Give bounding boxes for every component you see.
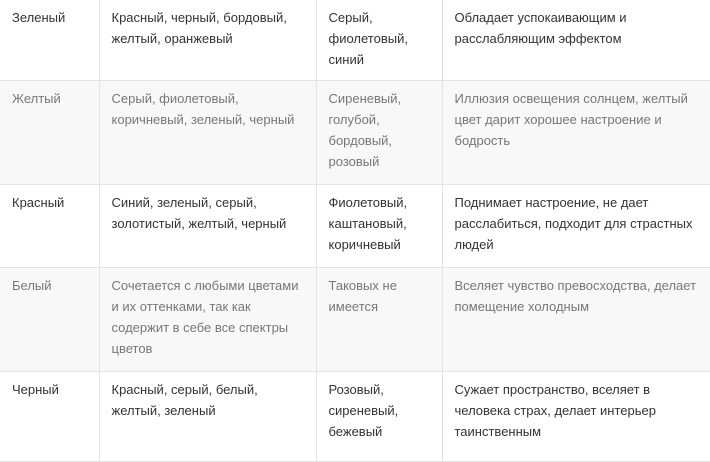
mismatching-colors-cell: Розовый, сиреневый, бежевый bbox=[316, 372, 442, 462]
effect-cell: Сужает пространство, вселяет в человека страх, делает интерьер таинственным bbox=[442, 372, 710, 462]
mismatching-colors-cell: Сиреневый, голубой, бордовый, розовый bbox=[316, 81, 442, 185]
mismatching-colors-cell: Таковых не имеется bbox=[316, 268, 442, 372]
effect-cell: Обладает успокаивающим и расслабляющим эффектом bbox=[442, 0, 710, 81]
effect-cell: Иллюзия освещения солнцем, желтый цвет дарит хорошее настроение и бодрость bbox=[442, 81, 710, 185]
color-name-cell: Желтый bbox=[0, 81, 99, 185]
matching-colors-cell: Серый, фиолетовый, коричневый, зеленый, черный bbox=[99, 81, 316, 185]
mismatching-colors-cell: Серый, фиолетовый, синий bbox=[316, 0, 442, 81]
color-name-cell: Черный bbox=[0, 372, 99, 462]
matching-colors-cell: Красный, черный, бордовый, желтый, оранжевый bbox=[99, 0, 316, 81]
effect-cell: Вселяет чувство превосходства, делает помещение холодным bbox=[442, 268, 710, 372]
table-row bbox=[0, 185, 710, 268]
color-name-cell: Зеленый bbox=[0, 0, 99, 81]
effect-cell: Поднимает настроение, не дает расслабиться, подходит для страстных людей bbox=[442, 185, 710, 268]
matching-colors-cell: Синий, зеленый, серый, золотистый, желтый, черный bbox=[99, 185, 316, 268]
table-row bbox=[0, 268, 710, 372]
matching-colors-cell: Красный, серый, белый, желтый, зеленый bbox=[99, 372, 316, 462]
mismatching-colors-cell: Фиолетовый, каштановый, коричневый bbox=[316, 185, 442, 268]
matching-colors-cell: Сочетается с любыми цветами и их оттенками, так как содержит в себе все спектры цветов bbox=[99, 268, 316, 372]
color-name-cell: Красный bbox=[0, 185, 99, 268]
table-row bbox=[0, 0, 710, 81]
table-row bbox=[0, 372, 710, 462]
color-name-cell: Белый bbox=[0, 268, 99, 372]
table-row bbox=[0, 81, 710, 185]
